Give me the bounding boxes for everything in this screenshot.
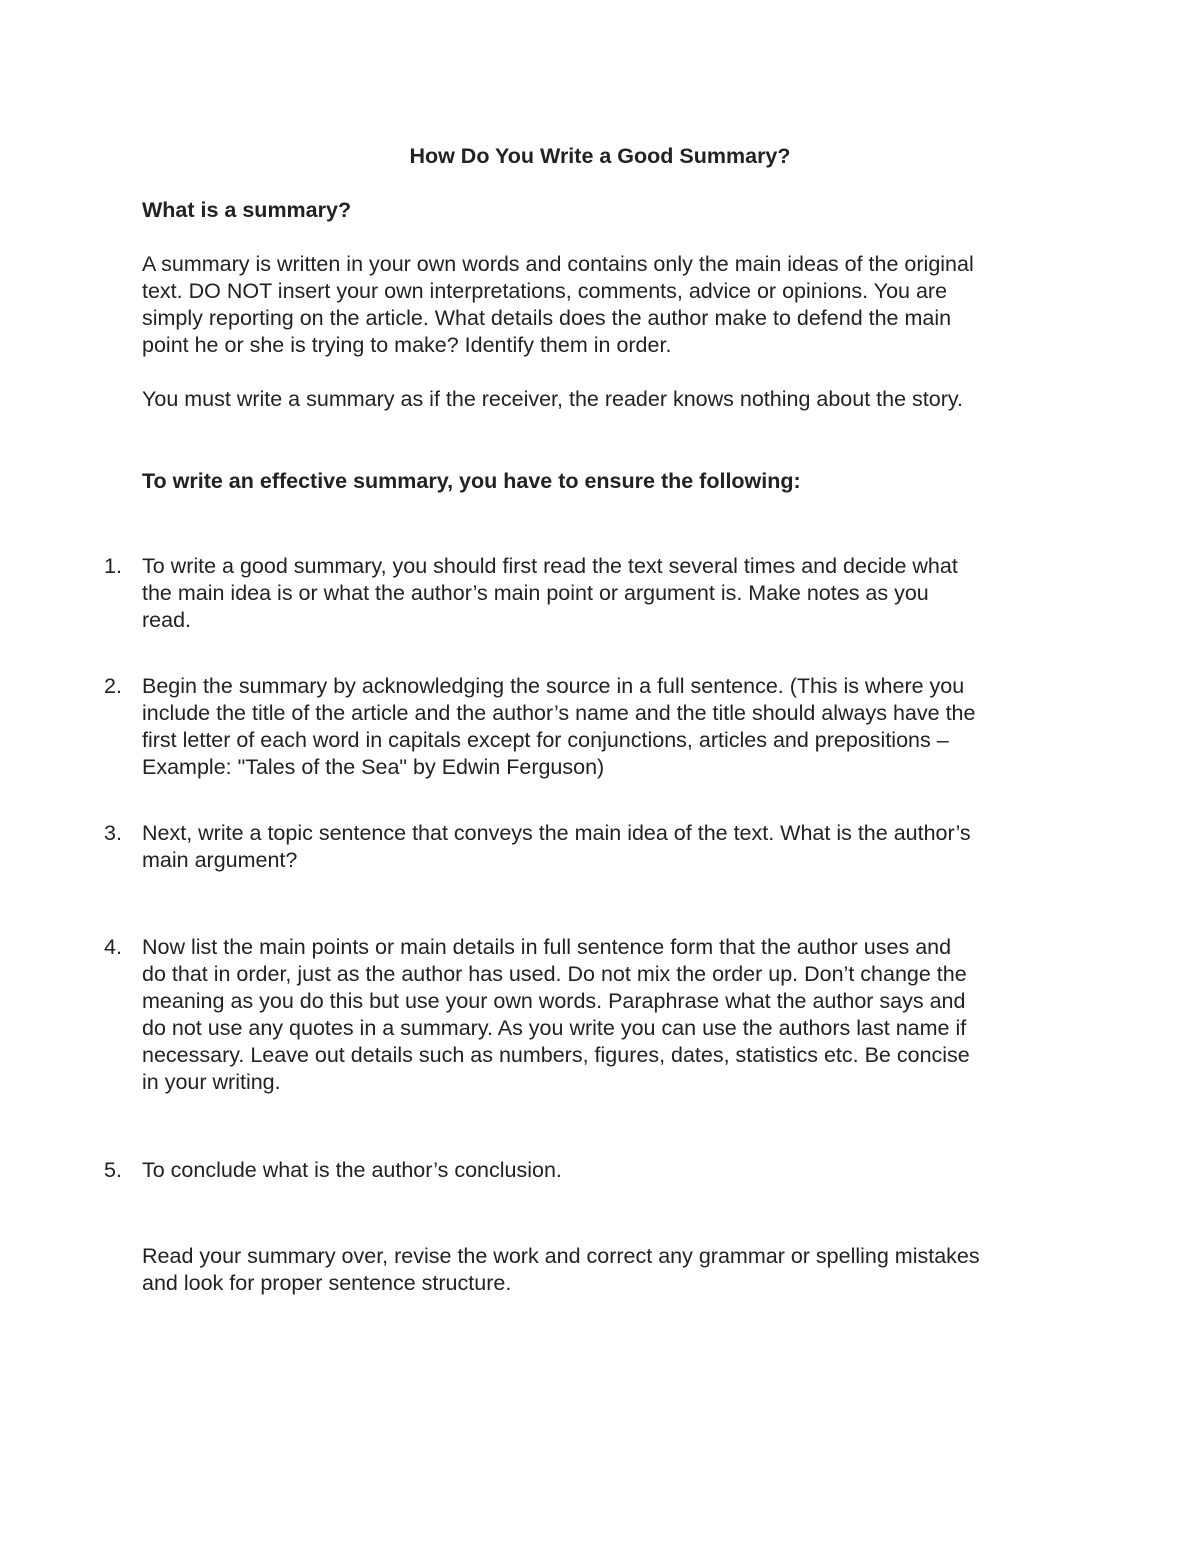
step-number: 4. <box>104 935 122 959</box>
intro-line: text. DO NOT insert your own interpretations, comments, advice or opinions. You are <box>142 279 948 303</box>
intro-line: A summary is written in your own words and contains only the main ideas of the original <box>142 252 974 276</box>
step-number: 3. <box>104 821 122 845</box>
step-text <box>142 934 1062 1096</box>
section-heading: What is a summary? <box>142 198 352 222</box>
list-heading: To write an effective summary, you have to ensure the following: <box>142 469 801 493</box>
step-line: To conclude what is the author’s conclusion. <box>142 1158 562 1182</box>
step-line: Example: "Tales of the Sea" by Edwin Ferguson) <box>142 755 605 779</box>
closing-line: Read your summary over, revise the work and correct any grammar or spelling mistakes <box>142 1244 980 1268</box>
step-text <box>142 820 1062 874</box>
step-line: read. <box>142 608 192 632</box>
intro-paragraph <box>142 251 1062 359</box>
step-text <box>142 1157 1062 1184</box>
closing-paragraph <box>142 1243 1062 1297</box>
reader-note: You must write a summary as if the receiver, the reader knows nothing about the story. <box>142 387 963 411</box>
step-line: Now list the main points or main details in full sentence form that the author uses and <box>142 935 952 959</box>
closing-line: and look for proper sentence structure. <box>142 1271 512 1295</box>
step-line: include the title of the article and the author’s name and the title should always have the <box>142 701 976 725</box>
step-text <box>142 673 1062 781</box>
step-line: main argument? <box>142 848 298 872</box>
step-text <box>142 553 1062 634</box>
intro-line: simply reporting on the article. What details does the author make to defend the main <box>142 306 952 330</box>
step-line: To write a good summary, you should first read the text several times and decide what <box>142 554 958 578</box>
step-number: 2. <box>104 674 122 698</box>
step-line: first letter of each word in capitals except for conjunctions, articles and prepositions – <box>142 728 949 752</box>
step-line: in your writing. <box>142 1070 281 1094</box>
step-line: do not use any quotes in a summary. As you write you can use the authors last name if <box>142 1016 967 1040</box>
step-number: 5. <box>104 1158 122 1182</box>
page-title: How Do You Write a Good Summary? <box>409 144 791 168</box>
intro-line: point he or she is trying to make? Identify them in order. <box>142 333 672 357</box>
step-line: Next, write a topic sentence that conveys the main idea of the text. What is the author’s <box>142 821 971 845</box>
step-line: necessary. Leave out details such as numbers, figures, dates, statistics etc. Be concise <box>142 1043 970 1067</box>
step-number: 1. <box>104 554 122 578</box>
step-line: the main idea is or what the author’s main point or argument is. Make notes as you <box>142 581 929 605</box>
step-line: do that in order, just as the author has used. Do not mix the order up. Don’t change the <box>142 962 967 986</box>
step-line: Begin the summary by acknowledging the source in a full sentence. (This is where you <box>142 674 965 698</box>
step-line: meaning as you do this but use your own words. Paraphrase what the author says and <box>142 989 966 1013</box>
